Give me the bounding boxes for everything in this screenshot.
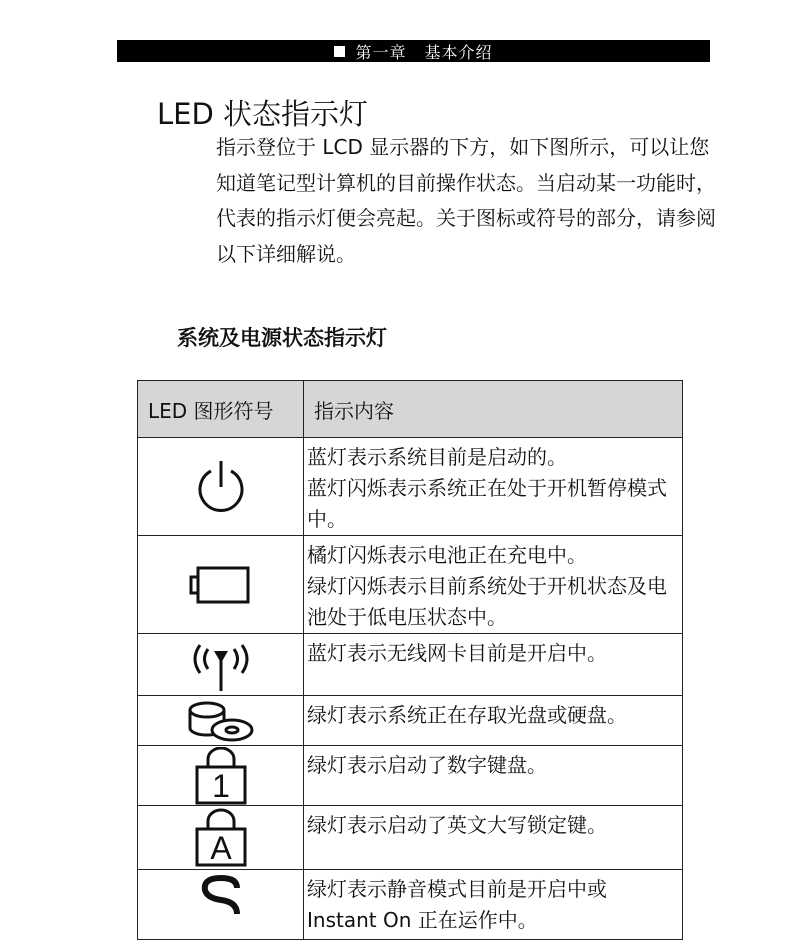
description-line: 绿灯表示启动了数字键盘。 — [307, 753, 547, 777]
description-cell — [304, 696, 683, 746]
chapter-header-bar — [117, 40, 710, 62]
wireless-icon — [186, 637, 256, 693]
description-line: 绿灯闪烁表示目前系统处于开机状态及电池处于低电压状态中。 — [307, 574, 667, 629]
header-led-symbol: LED 图形符号 — [138, 381, 304, 438]
description-line: 绿灯表示静音模式目前是开启中或 — [307, 877, 607, 901]
intro-paragraph: 指示登位于 LCD 显示器的下方，如下图所示，可以让您知道笔记型计算机的目前操作状态。当启动某一功能时，代表的指示灯便会亮起。关于图标或符号的部分，请参阅以下详细解说。 — [216, 135, 716, 266]
table-row — [138, 806, 683, 870]
description-line: 橘灯闪烁表示电池正在充电中。 — [307, 543, 587, 567]
chapter-title: 基本介绍 — [424, 42, 493, 62]
table-row — [138, 536, 683, 634]
description-line: 蓝灯表示无线网卡目前是开启中。 — [307, 641, 607, 665]
silent-mode-icon — [191, 874, 251, 914]
description-line: Instant On 正在运作中。 — [307, 908, 538, 932]
description-cell — [304, 438, 683, 536]
bullet-square-icon — [334, 46, 345, 57]
table-row — [138, 696, 683, 746]
icon-cell — [138, 536, 304, 634]
description-cell — [304, 634, 683, 696]
subsection-title: 系统及电源状态指示灯 — [177, 326, 387, 350]
table-row — [138, 438, 683, 536]
caps-lock-glyph: A — [209, 829, 232, 866]
table-row — [138, 746, 683, 806]
section-title: LED 状态指示灯 — [157, 97, 369, 131]
description-cell — [304, 536, 683, 634]
led-status-table — [137, 380, 683, 940]
header-description: 指示内容 — [304, 381, 683, 438]
power-icon — [191, 457, 251, 517]
icon-cell — [138, 696, 304, 746]
description-line: 绿灯表示启动了英文大写锁定键。 — [307, 813, 607, 837]
description-line: 绿灯表示系统正在存取光盘或硬盘。 — [307, 703, 627, 727]
disk-activity-icon — [186, 698, 256, 744]
table-header-row — [138, 381, 683, 438]
icon-cell — [138, 634, 304, 696]
description-cell — [304, 806, 683, 870]
description-cell — [304, 746, 683, 806]
description-line: 蓝灯闪烁表示系统正在处于开机暂停模式中。 — [307, 476, 667, 531]
battery-icon — [188, 563, 254, 607]
icon-cell — [138, 806, 304, 870]
num-lock-glyph: 1 — [211, 767, 230, 804]
caps-lock-icon — [191, 807, 251, 869]
icon-cell — [138, 746, 304, 806]
icon-cell — [138, 438, 304, 536]
chapter-number: 第一章 — [355, 42, 407, 62]
table-row — [138, 634, 683, 696]
description-line: 蓝灯表示系统目前是启动的。 — [307, 445, 567, 469]
num-lock-icon — [191, 747, 251, 805]
